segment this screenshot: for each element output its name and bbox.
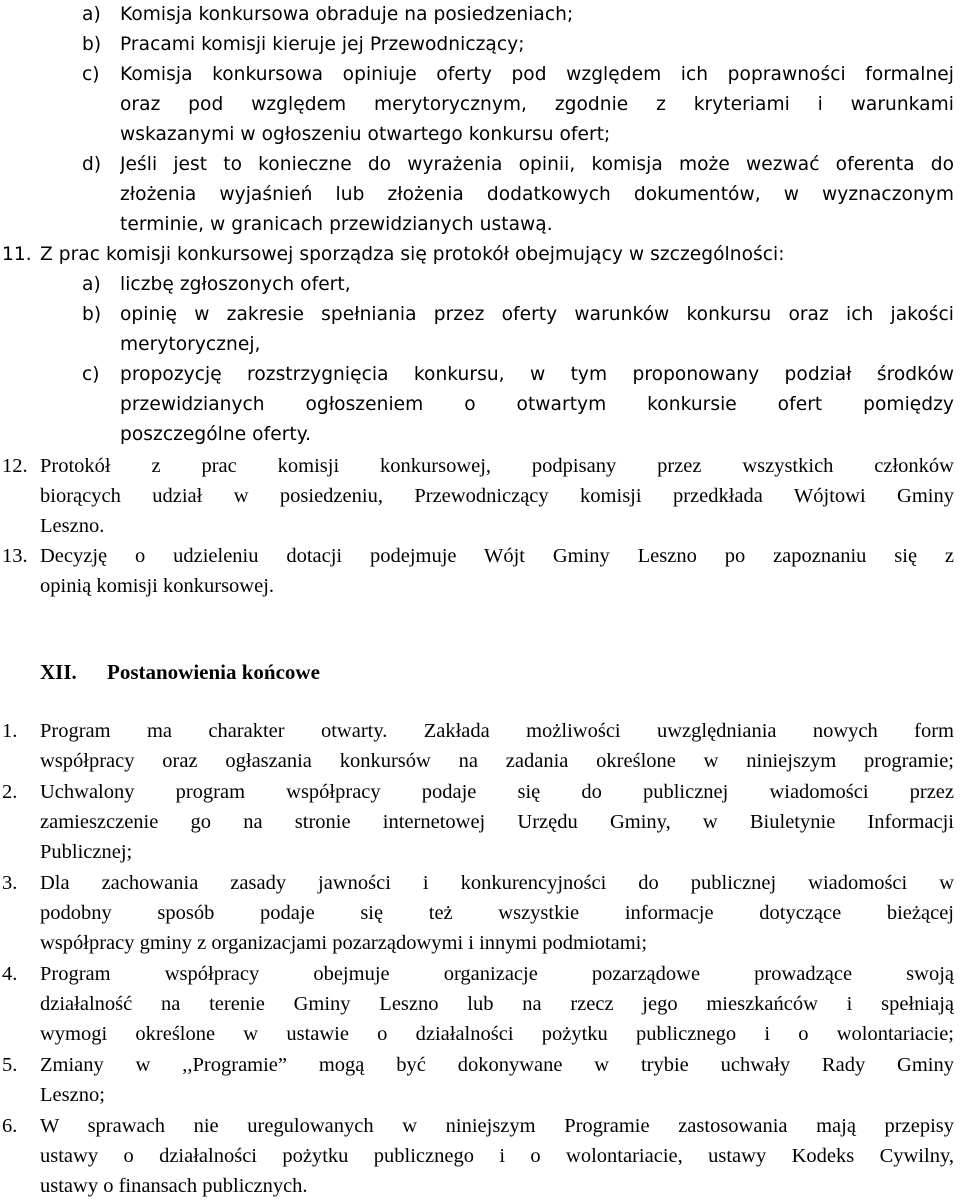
final-item-3-line-2: podobny sposób podaje się też wszystkie informacje dotyczące bieżącej — [40, 902, 954, 924]
item-label-b: b) — [82, 34, 102, 55]
final-item-5-number: 5. — [2, 1054, 18, 1076]
item-d-line-2: złożenia wyjaśnień lub złożenia dodatkowych dokumentów, w wyznaczonym — [120, 184, 954, 205]
final-item-2-number: 2. — [2, 781, 18, 803]
final-item-5-line-1: Zmiany w ,,Programie” mogą być dokonywane w trybie uchwały Rady Gminy — [40, 1054, 954, 1076]
item-label-c: c) — [82, 364, 100, 385]
item-label-c: c) — [82, 64, 100, 85]
final-item-3-line-3: współpracy gminy z organizacjami pozarządowymi i innymi podmiotami; — [40, 932, 648, 954]
section-heading-title: Postanowienia końcowe — [107, 660, 320, 684]
item-11c-line-1: propozycję rozstrzygnięcia konkursu, w tym proponowany podział środków — [120, 364, 954, 385]
section-11-line-1: Z prac komisji konkursowej sporządza się protokół obejmujący w szczególności: — [40, 244, 785, 265]
item-a-line-1: Komisja konkursowa obraduje na posiedzeniach; — [120, 4, 574, 25]
final-item-4-line-2: działalność na terenie Gminy Leszno lub na rzecz jego mieszkańców i spełniają — [40, 993, 954, 1015]
section-11-number: 11. — [2, 244, 32, 265]
final-item-3-number: 3. — [2, 872, 18, 894]
item-11b-line-2: merytorycznej, — [120, 334, 261, 355]
item-label-a: a) — [82, 274, 101, 295]
final-item-2-line-3: Publicznej; — [40, 841, 133, 863]
item-c-line-3: wskazanymi w ogłoszeniu otwartego konkursu ofert; — [120, 124, 611, 145]
item-b-line-1: Pracami komisji kieruje jej Przewodniczący; — [120, 34, 525, 55]
item-11b-line-1: opinię w zakresie spełniania przez oferty warunków konkursu oraz ich jakości — [120, 304, 954, 325]
item-label-b: b) — [82, 304, 102, 325]
final-item-6-line-3: ustawy o finansach publicznych. — [40, 1175, 308, 1197]
item-11c-line-3: poszczególne oferty. — [120, 424, 312, 445]
section-12-line-2: biorących udział w posiedzeniu, Przewodniczący komisji przedkłada Wójtowi Gminy — [40, 485, 954, 507]
final-item-4-line-3: wymogi określone w ustawie o działalności pożytku publicznego i o wolontariacie; — [40, 1023, 954, 1045]
final-item-4-line-1: Program współpracy obejmuje organizacje pozarządowe prowadzące swoją — [40, 963, 954, 985]
final-item-1-line-2: współpracy oraz ogłaszania konkursów na zadania określone w niniejszym programie; — [40, 750, 954, 772]
final-item-1-line-1: Program ma charakter otwarty. Zakłada możliwości uwzględniania nowych form — [40, 720, 954, 742]
section-13-line-1: Decyzję o udzieleniu dotacji podejmuje Wójt Gminy Leszno po zapoznaniu się z — [40, 545, 954, 567]
final-item-6-line-1: W sprawach nie uregulowanych w niniejszym Programie zastosowania mają przepisy — [40, 1115, 954, 1137]
final-item-4-number: 4. — [2, 963, 18, 985]
section-12-line-3: Leszno. — [40, 515, 105, 537]
final-item-5-line-2: Leszno; — [40, 1084, 105, 1106]
section-13-number: 13. — [2, 545, 28, 567]
final-item-2-line-2: zamieszczenie go na stronie internetowej Urzędu Gminy, w Biuletynie Informacji — [40, 811, 954, 833]
item-c-line-1: Komisja konkursowa opiniuje oferty pod względem ich poprawności formalnej — [120, 64, 954, 85]
section-heading-number: XII. — [40, 660, 77, 684]
final-item-2-line-1: Uchwalony program współpracy podaje się do publicznej wiadomości przez — [40, 781, 954, 803]
final-item-6-number: 6. — [2, 1115, 18, 1137]
item-d-line-3: terminie, w granicach przewidzianych ustawą. — [120, 214, 553, 235]
item-c-line-2: oraz pod względem merytorycznym, zgodnie z kryteriami i warunkami — [120, 94, 954, 115]
section-12-number: 12. — [2, 455, 28, 477]
section-13-line-2: opinią komisji konkursowej. — [40, 575, 275, 597]
item-11a-line-1: liczbę zgłoszonych ofert, — [120, 274, 351, 295]
item-d-line-1: Jeśli jest to konieczne do wyrażenia opinii, komisja może wezwać oferenta do — [120, 154, 954, 175]
section-12-line-1: Protokół z prac komisji konkursowej, podpisany przez wszystkich członków — [40, 455, 954, 477]
item-label-a: a) — [82, 4, 101, 25]
item-11c-line-2: przewidzianych ogłoszeniem o otwartym konkursie ofert pomiędzy — [120, 394, 954, 415]
final-item-3-line-1: Dla zachowania zasady jawności i konkurencyjności do publicznej wiadomości w — [40, 872, 954, 894]
final-item-6-line-2: ustawy o działalności pożytku publicznego i o wolontariacie, ustawy Kodeks Cywilny, — [40, 1145, 954, 1167]
final-item-1-number: 1. — [2, 720, 18, 742]
item-label-d: d) — [82, 154, 102, 175]
